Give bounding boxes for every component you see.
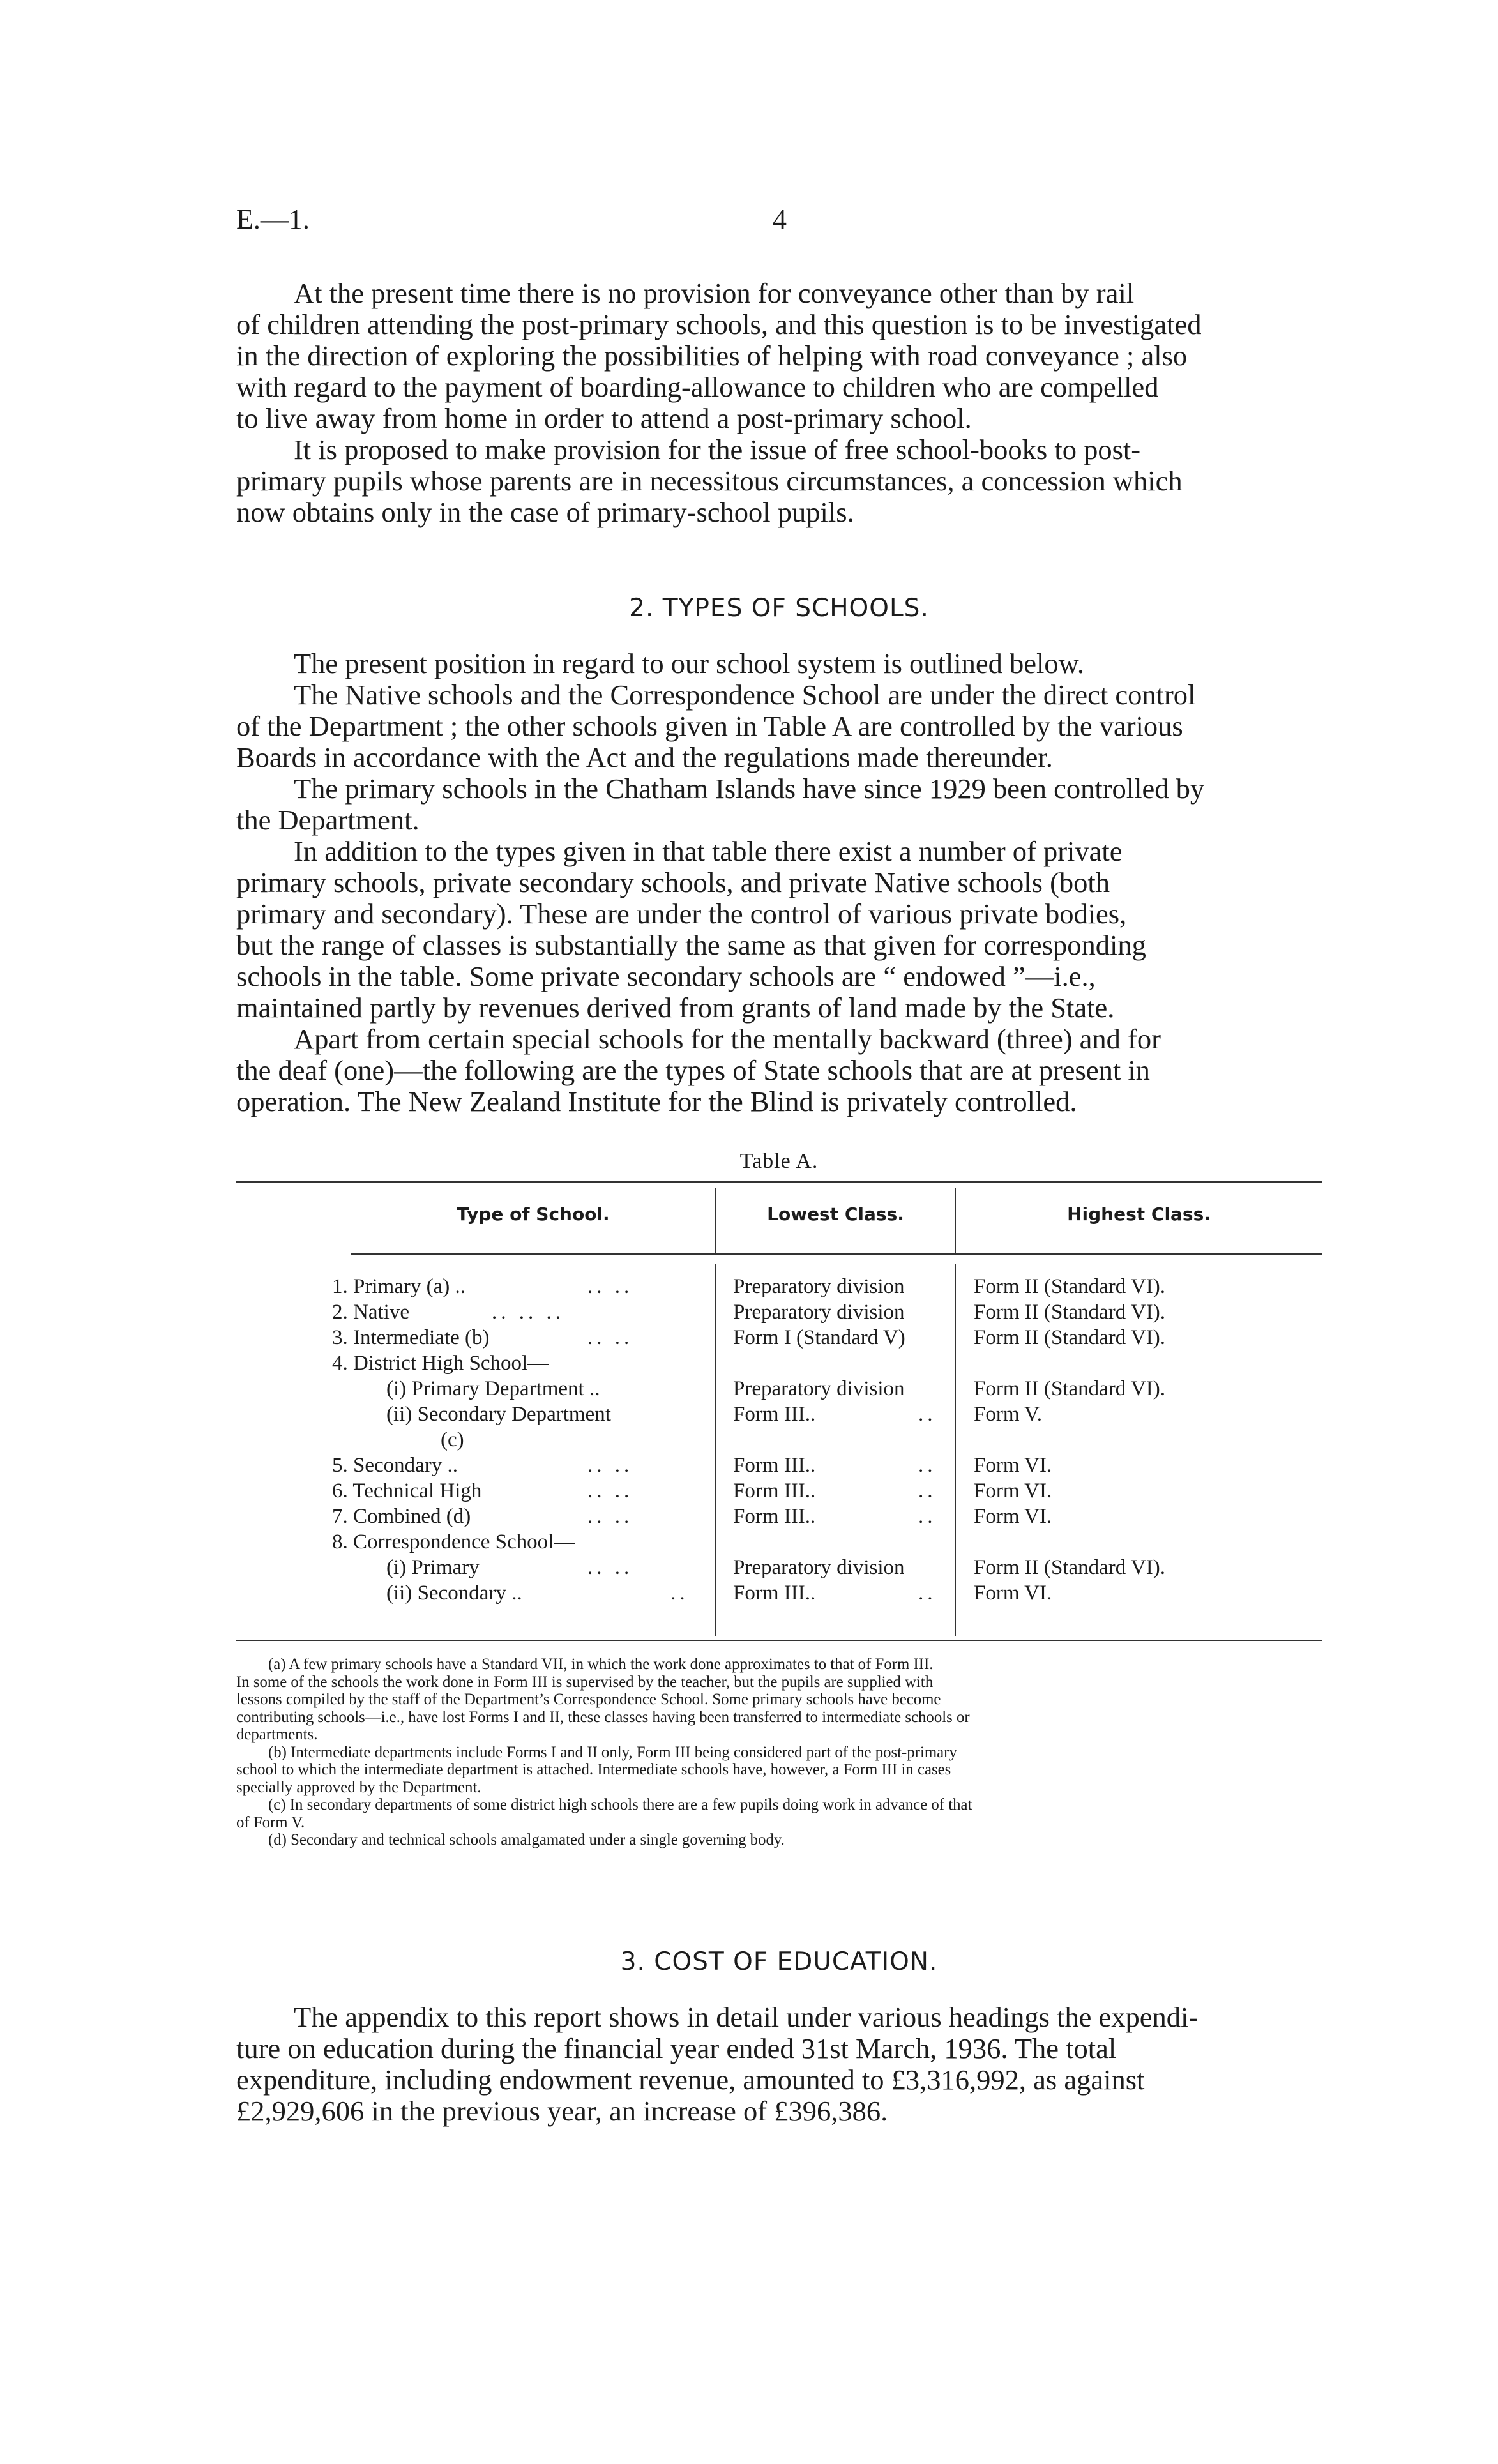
text-line: In addition to the types given in that table there exist a number of private xyxy=(294,835,1123,867)
document-id: E.—1. xyxy=(236,204,310,235)
table-row xyxy=(0,1402,1498,1427)
text-line: primary pupils whose parents are in necessitous circumstances, a concession which xyxy=(236,465,1183,497)
text-line: now obtains only in the case of primary-school pupils. xyxy=(236,496,854,528)
cell-type: 8. Correspondence School— xyxy=(332,1531,575,1553)
footnote-line: departments. xyxy=(236,1726,318,1743)
text-line: The primary schools in the Chatham Islands have since 1929 been controlled by xyxy=(294,773,1205,805)
text-line: expenditure, including endowment revenue, amounted to £3,316,992, as against xyxy=(236,2064,1145,2096)
table-row xyxy=(0,1580,1498,1606)
table-bottom-rule xyxy=(236,1640,1322,1641)
cell-lowest: Preparatory division xyxy=(733,1275,905,1298)
cell-type-text: 5. Secondary .. xyxy=(332,1454,458,1477)
table-row xyxy=(0,1299,1498,1325)
cell-lowest: Preparatory division xyxy=(733,1301,905,1324)
text-line: Apart from certain special schools for the mentally backward (three) and for xyxy=(294,1023,1161,1055)
table-row xyxy=(0,1504,1498,1529)
text-line: with regard to the payment of boarding-allowance to children who are compelled xyxy=(236,371,1159,403)
cell-lowest xyxy=(733,1504,950,1529)
page-number: 4 xyxy=(773,204,787,235)
leader-dots: .. .. .. xyxy=(492,1301,564,1324)
leader-dots: .. .. xyxy=(587,1326,633,1349)
text-line: ture on education during the financial year ended 31st March, 1936. The total xyxy=(236,2032,1117,2064)
footnote-line: of Form V. xyxy=(236,1813,305,1831)
cell-highest: Form VI. xyxy=(974,1454,1052,1477)
column-header-highest: Highest Class. xyxy=(1067,1204,1211,1225)
cell-type-text: (ii) Secondary .. xyxy=(386,1582,522,1605)
section2-paragraph-3 xyxy=(236,773,1322,836)
footnote-line: (d) Secondary and technical schools amalgamated under a single governing body. xyxy=(268,1831,785,1848)
cell-lowest-text: Form III.. xyxy=(733,1479,816,1502)
table-row xyxy=(0,1427,1498,1453)
text-line: The Native schools and the Correspondence School are under the direct control xyxy=(294,679,1196,711)
cell-type xyxy=(332,1555,757,1580)
text-line: primary and secondary). These are under the control of various private bodies, xyxy=(236,898,1127,930)
cell-type xyxy=(332,1504,702,1529)
cell-type-text: 7. Combined (d) xyxy=(332,1505,471,1528)
cell-lowest xyxy=(733,1402,950,1427)
table-caption: Table A. xyxy=(739,1149,819,1173)
cell-lowest: Preparatory division xyxy=(733,1377,905,1400)
leader-dots: .. .. xyxy=(587,1505,633,1528)
cell-highest: Form VI. xyxy=(974,1505,1052,1528)
cell-type: (c) xyxy=(441,1428,464,1451)
cell-lowest-text: Form III.. xyxy=(733,1582,816,1605)
text-line: of children attending the post-primary schools, and this question is to be investigated xyxy=(236,308,1202,340)
table-row xyxy=(0,1325,1498,1350)
footnote-line: (a) A few primary schools have a Standard VII, in which the work done approximates to that of Form III. xyxy=(268,1656,934,1673)
footnote-c xyxy=(236,1796,1322,1831)
section2-paragraph-5 xyxy=(236,1024,1322,1117)
cell-type xyxy=(332,1453,702,1478)
cell-type: (i) Primary Department .. xyxy=(386,1377,600,1400)
text-line: maintained partly by revenues derived from grants of land made by the State. xyxy=(236,992,1115,1024)
text-line: operation. The New Zealand Institute for the Blind is privately controlled. xyxy=(236,1085,1077,1117)
cell-highest: Form VI. xyxy=(974,1479,1052,1502)
table-row xyxy=(0,1274,1498,1299)
leader-dots: .. .. xyxy=(587,1454,633,1477)
section2-paragraph-1 xyxy=(236,648,1322,679)
text-line: Boards in accordance with the Act and the regulations made thereunder. xyxy=(236,741,1053,773)
text-line: £2,929,606 in the previous year, an increase of £396,386. xyxy=(236,2095,888,2127)
cell-type: (ii) Secondary Department xyxy=(386,1403,611,1426)
footnote-line: (c) In secondary departments of some district high schools there are a few pupils doing work in advance of that xyxy=(268,1796,972,1813)
text-line: to live away from home in order to attend a post-primary school. xyxy=(236,402,972,434)
table-row xyxy=(0,1555,1498,1580)
cell-lowest: Form I (Standard V) xyxy=(733,1326,905,1349)
section3-paragraph-1 xyxy=(236,2002,1322,2127)
text-line: At the present time there is no provision for conveyance other than by rail xyxy=(294,277,1135,309)
cell-highest: Form II (Standard VI). xyxy=(974,1377,1165,1400)
cell-lowest: Preparatory division xyxy=(733,1556,905,1579)
footnote-line: school to which the intermediate department is attached. Intermediate schools have, however, a Form III in cases xyxy=(236,1761,951,1778)
text-line: in the direction of exploring the possibilities of helping with road conveyance ; also xyxy=(236,340,1188,372)
cell-type xyxy=(332,1274,702,1299)
text-line: of the Department ; the other schools given in Table A are controlled by the various xyxy=(236,710,1183,742)
cell-type-text: 6. Technical High xyxy=(332,1479,482,1502)
cell-highest: Form II (Standard VI). xyxy=(974,1301,1165,1324)
cell-type-text: 1. Primary (a) .. xyxy=(332,1275,465,1298)
intro-paragraph-1 xyxy=(236,278,1322,434)
table-footnotes xyxy=(236,1656,1322,1849)
cell-type xyxy=(332,1580,757,1606)
cell-type xyxy=(332,1325,702,1350)
footnote-line: contributing schools—i.e., have lost Forms I and II, these classes having been transferred to intermediate schools or xyxy=(236,1708,970,1726)
cell-type xyxy=(332,1299,702,1325)
leader-dots: .. xyxy=(918,1454,937,1477)
intro-paragraph-2 xyxy=(236,434,1322,528)
column-header-type: Type of School. xyxy=(457,1204,610,1225)
table-row xyxy=(0,1350,1498,1376)
text-line: primary schools, private secondary schools, and private Native schools (both xyxy=(236,866,1110,898)
leader-dots: .. .. xyxy=(587,1275,633,1298)
section2-paragraph-2 xyxy=(236,679,1322,773)
cell-lowest-text: Form III.. xyxy=(733,1454,816,1477)
leader-dots: .. xyxy=(918,1479,937,1502)
cell-type-text: (i) Primary xyxy=(386,1556,480,1579)
cell-lowest-text: Form III.. xyxy=(733,1403,816,1426)
section-heading-types-of-schools: 2. TYPES OF SCHOOLS. xyxy=(629,594,929,623)
text-line: but the range of classes is substantially the same as that given for corresponding xyxy=(236,929,1146,961)
text-line: It is proposed to make provision for the issue of free school-books to post- xyxy=(294,434,1141,465)
section-heading-cost-of-education: 3. COST OF EDUCATION. xyxy=(620,1947,938,1976)
text-line: The present position in regard to our school system is outlined below. xyxy=(294,647,1084,679)
cell-type-text: 2. Native xyxy=(332,1301,409,1324)
text-line: the Department. xyxy=(236,804,420,836)
cell-highest: Form II (Standard VI). xyxy=(974,1326,1165,1349)
footnote-a xyxy=(236,1656,1322,1744)
cell-lowest xyxy=(733,1453,950,1478)
footnote-line: lessons compiled by the staff of the Department’s Correspondence School. Some primary schools have become xyxy=(236,1691,941,1708)
cell-lowest xyxy=(733,1580,950,1606)
column-header-lowest: Lowest Class. xyxy=(767,1204,904,1225)
cell-highest: Form VI. xyxy=(974,1582,1052,1605)
table-row xyxy=(0,1478,1498,1504)
footnote-d xyxy=(236,1831,1322,1849)
footnote-b xyxy=(236,1744,1322,1797)
cell-highest: Form V. xyxy=(974,1403,1042,1426)
table-top-rule xyxy=(236,1181,1322,1183)
leader-dots: .. xyxy=(670,1582,689,1605)
table-body xyxy=(0,1274,1498,1606)
text-line: schools in the table. Some private secondary schools are “ endowed ”—i.e., xyxy=(236,960,1096,992)
cell-type: 4. District High School— xyxy=(332,1352,549,1375)
table-row xyxy=(0,1529,1498,1555)
cell-lowest-text: Form III.. xyxy=(733,1505,816,1528)
leader-dots: .. xyxy=(918,1403,937,1426)
text-line: the deaf (one)—the following are the types of State schools that are at present in xyxy=(236,1054,1150,1086)
section2-paragraph-4 xyxy=(236,836,1322,1024)
footnote-line: In some of the schools the work done in Form III is supervised by the teacher, but the pupils are supplied with xyxy=(236,1673,934,1691)
leader-dots: .. xyxy=(918,1505,937,1528)
cell-type-text: 3. Intermediate (b) xyxy=(332,1326,490,1349)
footnote-line: specially approved by the Department. xyxy=(236,1778,481,1796)
footnote-line: (b) Intermediate departments include Forms I and II only, Form III being considered part of the post-primary xyxy=(268,1743,957,1761)
cell-type xyxy=(332,1478,702,1504)
cell-highest: Form II (Standard VI). xyxy=(974,1275,1165,1298)
leader-dots: .. .. xyxy=(587,1556,633,1579)
leader-dots: .. xyxy=(918,1582,937,1605)
table-row xyxy=(0,1376,1498,1402)
cell-lowest xyxy=(733,1478,950,1504)
header-bottom-rule xyxy=(351,1253,1322,1255)
leader-dots: .. .. xyxy=(587,1479,633,1502)
cell-highest: Form II (Standard VI). xyxy=(974,1556,1165,1579)
table-row xyxy=(0,1453,1498,1478)
text-line: The appendix to this report shows in detail under various headings the expendi- xyxy=(294,2001,1199,2033)
